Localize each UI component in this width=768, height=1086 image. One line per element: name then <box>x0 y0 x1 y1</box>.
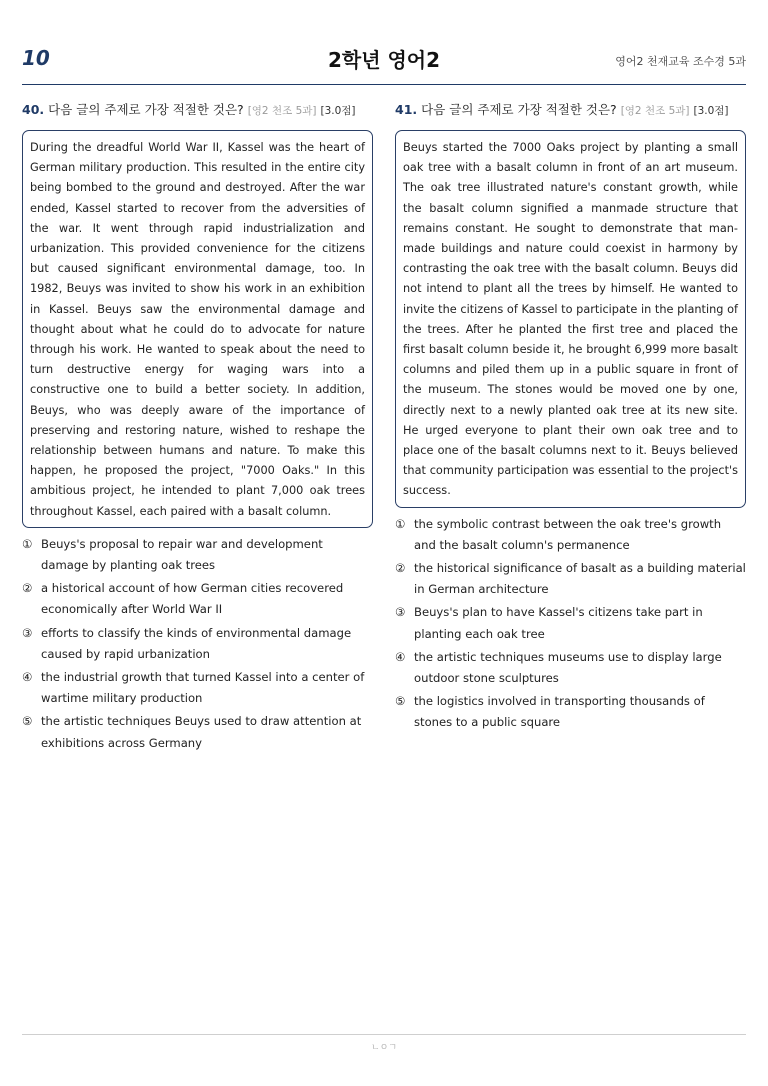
answer-choices <box>395 514 746 734</box>
passage-box: During the dreadful World War II, Kassel was the heart of German military production. This resulted in the entire city being bombed to the ground and destroyed. After the war ended, Kassel started to recover from the adversities of the war. It went through rapid industrialization and urbanization. This provided convenience for the citizens but caused significant environmental damage, too. In 1982, Beuys was invited to show his work in an exhibition in Kassel. Beuys saw the environmental damage and thought about what he could do to advocate for nature through his work. He wanted to speak about the need to turn destructive energy for waging wars into a constructive one to build a better society. In addition, Beuys, who was deeply aware of the importance of preserving and restoring nature, wished to reshape the relationship between humans and nature. To make this happen, he proposed the project, "7000 Oaks." In this ambitious project, he intended to plant 7,000 oak trees throughout Kassel, each paired with a basalt column. <box>22 130 373 528</box>
choice-mark: ① <box>22 536 33 551</box>
page-number: 10 <box>22 46 50 70</box>
answer-choices <box>22 534 373 754</box>
choice-text: the symbolic contrast between the oak tree's growth and the basalt column's permanence <box>414 516 722 552</box>
question-header <box>395 100 746 121</box>
choice-mark: ⑤ <box>22 714 33 729</box>
choice-mark: ⑤ <box>395 694 406 709</box>
question-header <box>22 100 373 121</box>
answer-choice[interactable] <box>22 667 373 709</box>
answer-choice[interactable] <box>395 602 746 644</box>
page-subtitle: 영어2 천재교육 조수경 5과 <box>615 55 746 68</box>
choice-text: Beuys's proposal to repair war and development damage by planting oak trees <box>41 536 323 573</box>
question-source: [영2 천조 5과] <box>620 105 690 117</box>
answer-choice[interactable] <box>395 514 746 556</box>
footer-divider <box>22 1034 746 1035</box>
choice-mark: ① <box>395 516 406 531</box>
question-40 <box>22 100 373 756</box>
choice-mark: ④ <box>395 649 406 664</box>
header-divider <box>22 84 746 85</box>
answer-choice[interactable] <box>22 578 373 620</box>
choice-text: the historical significance of basalt as a building material in German architecture <box>414 561 746 597</box>
choice-mark: ④ <box>22 670 33 685</box>
answer-choice[interactable] <box>395 691 746 733</box>
question-41 <box>395 100 746 736</box>
question-prompt: 다음 글의 주제로 가장 적절한 것은? <box>48 102 244 117</box>
choice-text: the industrial growth that turned Kassel into a center of wartime military production <box>41 670 365 706</box>
question-prompt: 다음 글의 주제로 가장 적절한 것은? <box>421 102 617 117</box>
answer-choice[interactable] <box>22 711 373 753</box>
question-points: [3.0점] <box>693 105 729 117</box>
choice-mark: ③ <box>395 605 406 620</box>
page-title: 2학년 영어2 <box>327 48 441 72</box>
question-number: 40. <box>22 102 45 117</box>
answer-choice[interactable] <box>22 534 373 576</box>
choice-text: the logistics involved in transporting thousands of stones to a public square <box>414 694 705 730</box>
question-number: 41. <box>395 102 418 117</box>
choice-text: a historical account of how German cities recovered economically after World War II <box>41 581 344 617</box>
question-points: [3.0점] <box>320 105 356 117</box>
choice-text: the artistic techniques museums use to display large outdoor stone sculptures <box>414 649 722 686</box>
question-source: [영2 천조 5과] <box>247 105 317 117</box>
choice-mark: ③ <box>22 625 33 640</box>
choice-text: efforts to classify the kinds of environmental damage caused by rapid urbanization <box>41 625 352 661</box>
answer-choice[interactable] <box>22 623 373 665</box>
answer-choice[interactable] <box>395 558 746 600</box>
choice-text: the artistic techniques Beuys used to draw attention at exhibitions across Germany <box>41 714 362 750</box>
answer-choice[interactable] <box>395 647 746 689</box>
choice-mark: ② <box>395 561 406 576</box>
footer-text: ㄴㅇㄱ <box>370 1043 398 1053</box>
choice-text: Beuys's plan to have Kassel's citizens take part in planting each oak tree <box>414 605 703 641</box>
choice-mark: ② <box>22 581 33 596</box>
passage-box: Beuys started the 7000 Oaks project by planting a small oak tree with a basalt column in front of an art museum. The oak tree illustrated nature's constant growth, while the basalt column signified a manmade structure that remains constant. He sought to demonstrate that man-made buildings and nature could coexist in harmony by contrasting the oak tree with the basalt column. Beuys did not intend to plant all the trees by himself. He wanted to invite the citizens of Kassel to participate in the planting of the trees. After he planted the first tree and placed the first basalt column beside it, he brought 6,999 more basalt columns and piled them up in a public square in front of the museum. The stones would be moved one by one, directly next to a newly planted oak tree at its new site. He urged everyone to plant their own oak tree and to place one of the basalt columns next to it. Beuys believed that community participation was essential to the project's success. <box>395 130 746 508</box>
